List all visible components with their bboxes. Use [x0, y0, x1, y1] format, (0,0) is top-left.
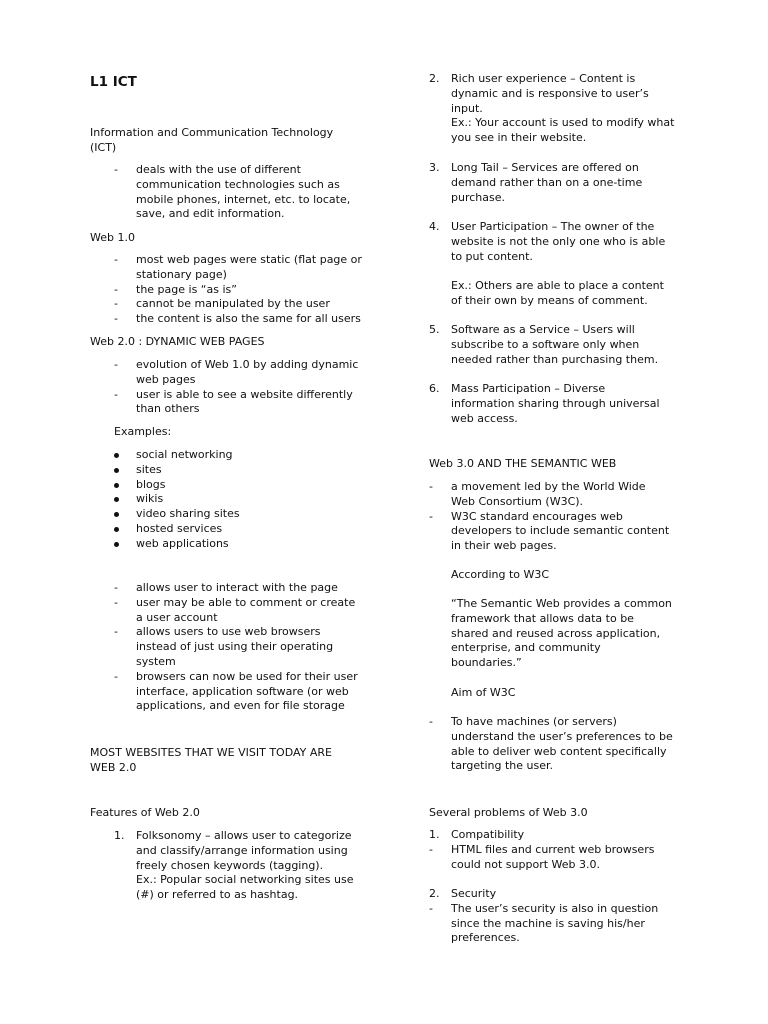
problem-detail: preferences. [451, 931, 520, 945]
aim-point: targeting the user. [451, 759, 553, 773]
feature-number: 2. [429, 72, 440, 85]
problem-number: 2. [429, 887, 440, 900]
example-item: blogs [136, 477, 166, 491]
bullet-dot-icon [114, 497, 119, 502]
w3c-quote: boundaries.” [451, 656, 522, 670]
dash-marker: - [114, 625, 118, 639]
example-item: social networking [136, 448, 233, 461]
web2-more-point: a user account [136, 610, 218, 624]
example-item: hosted services [136, 522, 223, 535]
ict-point: save, and edit information. [136, 207, 285, 221]
problem-title: Compatibility [451, 828, 525, 841]
according-label: According to W3C [451, 568, 550, 581]
web2-heading: Web 2.0 : DYNAMIC WEB PAGES [90, 335, 265, 348]
web2-more-point: allows user to interact with the page [136, 581, 338, 594]
feature-number: 3. [429, 161, 440, 174]
web2-point: than others [136, 402, 200, 416]
example-item: web applications [136, 536, 229, 550]
feature-text: website is not the only one who is able [451, 234, 666, 248]
feature-text: you see in their website. [451, 131, 587, 145]
problem-number: 1. [429, 828, 440, 841]
web1-heading: Web 1.0 [90, 231, 135, 244]
dash-marker: - [429, 509, 433, 523]
ict-point: mobile phones, internet, etc. to locate, [136, 192, 351, 206]
feature-text: freely chosen keywords (tagging). [136, 858, 324, 872]
page-title: L1 ICT [90, 74, 137, 90]
web1-point: most web pages were static (flat page or [136, 253, 362, 266]
dash-marker: - [114, 387, 118, 401]
web2-point: evolution of Web 1.0 by adding dynamic [136, 358, 359, 371]
dash-marker: - [429, 715, 433, 728]
w3c-quote: shared and reused across application, [451, 626, 661, 640]
feature-text: Ex.: Your account is used to modify what [451, 116, 675, 130]
feature-text: needed rather than purchasing them. [451, 352, 659, 366]
dash-marker: - [114, 312, 118, 326]
feature-text: Ex.: Popular social networking sites use [136, 873, 354, 887]
aim-point: To have machines (or servers) [451, 715, 617, 728]
problem-detail: HTML files and current web browsers [451, 842, 655, 856]
example-item: video sharing sites [136, 507, 240, 521]
aim-label: Aim of W3C [451, 686, 516, 699]
feature-text: input. [451, 101, 483, 115]
features-heading: Features of Web 2.0 [90, 806, 200, 819]
web2-more-point: browsers can now be used for their user [136, 669, 358, 683]
problems-heading: Several problems of Web 3.0 [429, 806, 588, 819]
web2-more-point: applications, and even for file storage [136, 699, 345, 713]
feature-number: 6. [429, 382, 440, 395]
dash-marker: - [114, 358, 118, 371]
dash-marker: - [114, 163, 118, 176]
bullet-dot-icon [114, 542, 119, 547]
web2-point: user is able to see a website differently [136, 387, 353, 401]
examples-label: Examples: [114, 425, 172, 438]
ict-heading: (ICT) [90, 140, 117, 154]
feature-text: and classify/arrange information using [136, 843, 348, 857]
feature-text: Rich user experience – Content is [451, 72, 636, 85]
feature-text: of their own by means of comment. [451, 294, 648, 307]
feature-text: Mass Participation – Diverse [451, 382, 606, 395]
feature-text: Software as a Service – Users will [451, 323, 635, 336]
dash-marker: - [114, 253, 118, 266]
web2-more-point: user may be able to comment or create [136, 595, 356, 609]
feature-text: web access. [451, 411, 518, 425]
problem-title: Security [451, 887, 497, 900]
most-websites-note: WEB 2.0 [90, 760, 137, 774]
web1-point: stationary page) [136, 267, 227, 281]
dash-marker: - [114, 297, 118, 311]
feature-number: 4. [429, 220, 440, 233]
web3-point: developers to include semantic content [451, 524, 670, 538]
web1-point: the page is “as is” [136, 282, 237, 296]
web1-point: the content is also the same for all users [136, 312, 361, 326]
feature-text: Ex.: Others are able to place a content [451, 279, 664, 293]
web2-more-point: instead of just using their operating [136, 640, 334, 654]
feature-text: information sharing through universal [451, 396, 660, 410]
web2-more-point: allows users to use web browsers [136, 625, 321, 639]
feature-text: subscribe to a software only when [451, 337, 640, 351]
example-item: wikis [136, 492, 164, 506]
web3-point: W3C standard encourages web [451, 509, 623, 523]
feature-text: (#) or referred to as hashtag. [136, 888, 299, 902]
dash-marker: - [114, 669, 118, 683]
w3c-quote: “The Semantic Web provides a common [451, 597, 672, 610]
dash-marker: - [429, 901, 433, 915]
example-item: sites [136, 462, 162, 476]
bullet-dot-icon [114, 527, 119, 532]
problem-detail: since the machine is saving his/her [451, 916, 645, 930]
feature-number: 1. [114, 829, 125, 842]
feature-text: dynamic and is responsive to user’s [451, 86, 649, 100]
bullet-dot-icon [114, 512, 119, 517]
feature-text: demand rather than on a one-time [451, 175, 643, 189]
web3-point: Web Consortium (W3C). [451, 494, 584, 508]
web2-more-point: system [136, 655, 176, 668]
aim-point: understand the user’s preferences to be [451, 729, 673, 743]
dash-marker: - [429, 842, 433, 856]
web2-more-point: interface, application software (or web [136, 684, 349, 698]
dash-marker: - [114, 282, 118, 296]
feature-number: 5. [429, 323, 440, 336]
ict-point: communication technologies such as [136, 177, 340, 191]
feature-text: Folksonomy – allows user to categorize [136, 829, 352, 842]
w3c-quote: enterprise, and community [451, 641, 601, 655]
dash-marker: - [114, 581, 118, 594]
web3-point: a movement led by the World Wide [451, 480, 646, 493]
web3-heading: Web 3.0 AND THE SEMANTIC WEB [429, 457, 617, 470]
feature-text: purchase. [451, 190, 505, 204]
bullet-dot-icon [114, 483, 119, 488]
ict-point: deals with the use of different [136, 163, 301, 176]
web2-point: web pages [136, 372, 196, 386]
dash-marker: - [429, 480, 433, 493]
most-websites-note: MOST WEBSITES THAT WE VISIT TODAY ARE [90, 746, 332, 759]
ict-heading: Information and Communication Technology [90, 126, 334, 139]
aim-point: able to deliver web content specifically [451, 744, 667, 758]
feature-text: to put content. [451, 249, 533, 263]
feature-text: Long Tail – Services are offered on [451, 161, 639, 174]
bullet-dot-icon [114, 468, 119, 473]
w3c-quote: framework that allows data to be [451, 611, 634, 625]
web3-point: in their web pages. [451, 539, 557, 553]
problem-detail: could not support Web 3.0. [451, 857, 600, 871]
bullet-dot-icon [114, 453, 119, 458]
feature-text: User Participation – The owner of the [451, 220, 655, 233]
problem-detail: The user’s security is also in question [451, 901, 659, 915]
web1-point: cannot be manipulated by the user [136, 297, 330, 311]
dash-marker: - [114, 595, 118, 609]
